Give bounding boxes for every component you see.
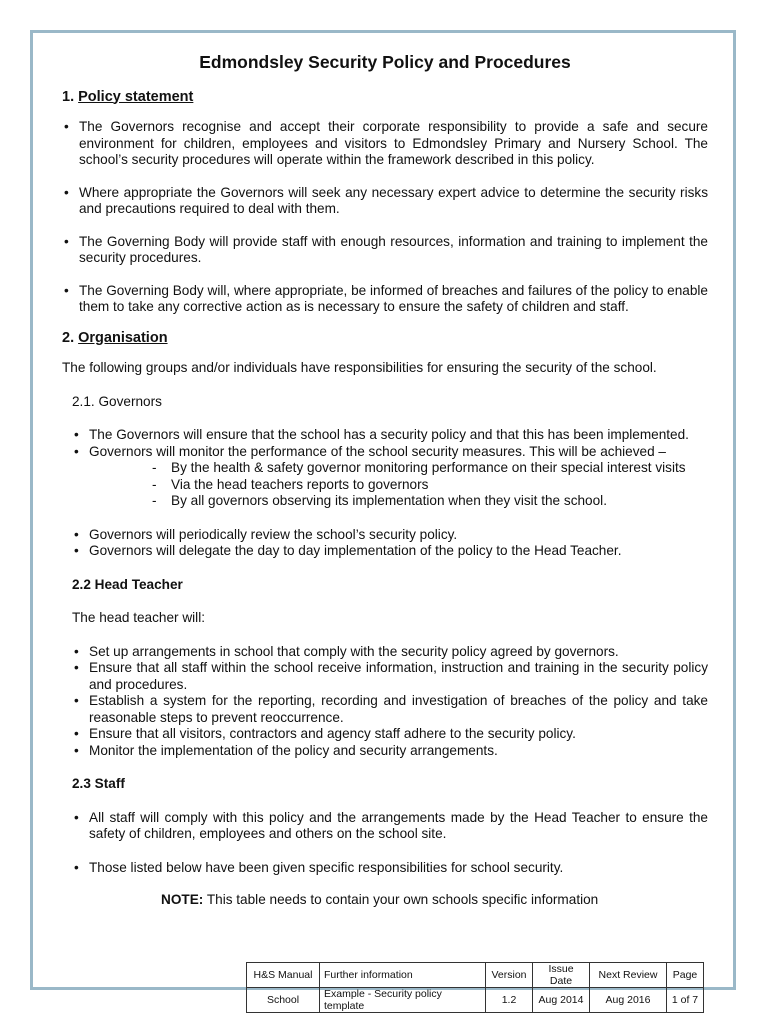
- section-1-title: Policy statement: [78, 88, 194, 105]
- staff-list: [72, 810, 708, 877]
- list-item: • Governors will delegate the day to day implementation of the policy to the Head Teacher.: [72, 543, 708, 560]
- governors-heading: 2.1. Governors: [72, 393, 162, 409]
- list-item: • Those listed below have been given specific responsibilities for school security.: [72, 860, 708, 877]
- table-cell: School: [247, 988, 320, 1013]
- note-text: This table needs to contain your own schools specific information: [203, 892, 599, 907]
- list-item: • All staff will comply with this policy and the arrangements made by the Head Teacher to ensure the safety of children, employees and others on the school site.: [72, 810, 708, 843]
- table-cell: H&S Manual: [247, 963, 320, 988]
- table-row: [247, 963, 704, 988]
- governors-review-list: [72, 527, 708, 560]
- table-cell: 1 of 7: [667, 988, 704, 1013]
- table-cell: Example - Security policy template: [320, 988, 486, 1013]
- section-2-heading: [62, 330, 708, 347]
- list-item: • Ensure that all visitors, contractors and agency staff adhere to the security policy.: [72, 726, 708, 743]
- list-item: - Via the head teachers reports to governors: [72, 477, 708, 494]
- list-item: - By all governors observing its implementation when they visit the school.: [72, 493, 708, 510]
- document-body: [62, 54, 708, 909]
- list-item: • Ensure that all staff within the school receive information, instruction and training in the security policy and procedures.: [72, 660, 708, 693]
- table-cell: Page: [667, 963, 704, 988]
- list-item: • The Governors recognise and accept their corporate responsibility to provide a safe and secure environment for children, employees and visitors to Edmondsley Primary and Nursery School. The school’s security procedures will operate within the framework described in this policy.: [62, 119, 708, 169]
- table-cell: 1.2: [486, 988, 533, 1013]
- list-item: • Monitor the implementation of the policy and security arrangements.: [72, 743, 708, 760]
- list-item: • The Governors will ensure that the school has a security policy and that this has been implemented.: [72, 427, 708, 444]
- document-footer-table: [246, 962, 704, 1013]
- list-item: • Governors will monitor the performance of the school security measures. This will be achieved –: [72, 444, 708, 461]
- governors-monitoring-list: [72, 460, 708, 510]
- list-item: • Set up arrangements in school that comply with the security policy agreed by governors.: [72, 644, 708, 661]
- section-1-number: 1.: [62, 88, 75, 105]
- section-1-heading: [62, 89, 708, 106]
- table-note: [72, 892, 708, 909]
- organisation-intro: The following groups and/or individuals have responsibilities for ensuring the security of the school.: [62, 360, 657, 375]
- section-2-title: Organisation: [78, 329, 168, 346]
- list-item: • The Governing Body will, where appropriate, be informed of breaches and failures of the policy to enable them to take any corrective action as is necessary to ensure the safety of children and staff.: [62, 283, 708, 316]
- head-teacher-list: [72, 644, 708, 760]
- list-item: • Where appropriate the Governors will seek any necessary expert advice to determine the security risks and precautions required to deal with them.: [62, 185, 708, 218]
- list-item: • Governors will periodically review the school’s security policy.: [72, 527, 708, 544]
- note-label: NOTE:: [161, 892, 204, 907]
- governors-list: [72, 427, 708, 460]
- policy-statement-list: [62, 119, 708, 316]
- table-cell: Issue Date: [533, 963, 590, 988]
- list-item: • The Governing Body will provide staff with enough resources, information and training to implement the security procedures.: [62, 234, 708, 267]
- table-cell: Further information: [320, 963, 486, 988]
- list-item: • Establish a system for the reporting, recording and investigation of breaches of the policy and take reasonable steps to prevent reoccurrence.: [72, 693, 708, 726]
- section-2-number: 2.: [62, 329, 75, 346]
- table-cell: Aug 2014: [533, 988, 590, 1013]
- governors-section: [62, 394, 708, 909]
- staff-heading: 2.3 Staff: [72, 776, 125, 791]
- table-row: [247, 988, 704, 1013]
- table-cell: Aug 2016: [590, 988, 667, 1013]
- document-title: Edmondsley Security Policy and Procedures: [199, 52, 571, 72]
- table-cell: Version: [486, 963, 533, 988]
- table-cell: Next Review: [590, 963, 667, 988]
- head-teacher-heading: 2.2 Head Teacher: [72, 576, 183, 592]
- head-teacher-intro: The head teacher will:: [72, 610, 205, 625]
- list-item: - By the health & safety governor monitoring performance on their special interest visits: [72, 460, 708, 477]
